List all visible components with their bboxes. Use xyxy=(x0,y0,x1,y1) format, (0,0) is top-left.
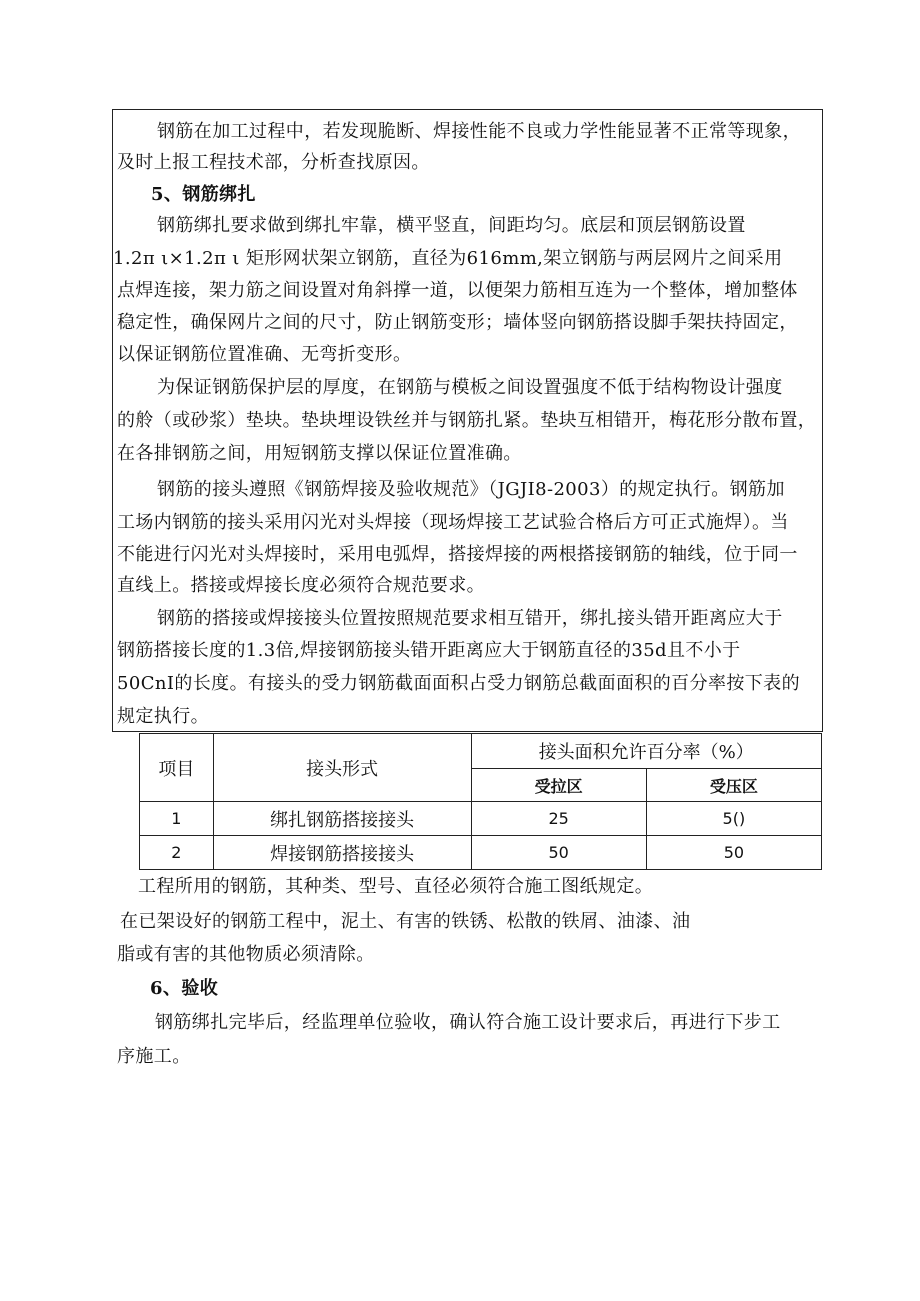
text-line: 在各排钢筋之间，用短钢筋支撑以保证位置准确。 xyxy=(117,443,522,464)
text-line: 不能进行闪光对头焊接时，采用电弧焊，搭接焊接的两根搭接钢筋的轴线，位于同一 xyxy=(117,544,798,565)
text-line: 钢筋的搭接或焊接接头位置按照规范要求相互错开，绑扎接头错开距离应大于 xyxy=(157,608,783,629)
table-row xyxy=(140,836,822,870)
header-allowed-rate: 接头面积允许百分率（%） xyxy=(471,734,822,769)
text-line: 直线上。搭接或焊接长度必须符合规范要求。 xyxy=(117,575,485,596)
text-line: 点焊连接，架力筋之间设置对角斜撑一道，以便架力筋相互连为一个整体，增加整体 xyxy=(117,280,798,301)
text-line: 钢筋在加工过程中，若发现脆断、焊接性能不良或力学性能显著不正常等现象， xyxy=(157,121,801,142)
text-line: 钢筋搭接长度的1.3倍,焊接钢筋接头错开距离应大于钢筋直径的35d且不小于 xyxy=(117,640,741,661)
text-line: 的舲（或砂浆）垫块。垫块埋设铁丝并与钢筋扎紧。垫块互相错开，梅花形分散布置， xyxy=(117,410,817,431)
cell-item: 2 xyxy=(140,836,214,870)
section-heading-6: 6、验收 xyxy=(150,978,219,999)
text-line: 稳定性，确保网片之间的尺寸，防止钢筋变形；墙体竖向钢筋搭设脚手架扶持固定， xyxy=(117,312,798,333)
text-line: 脂或有害的其他物质必须清除。 xyxy=(117,944,375,965)
text-line: 及时上报工程技术部，分析查找原因。 xyxy=(117,152,430,173)
text-line: 50CnI的长度。有接头的受力钢筋截面面积占受力钢筋总截面面积的百分率按下表的 xyxy=(117,673,800,694)
text-line: 序施工。 xyxy=(117,1046,191,1067)
cell-joint-form: 绑扎钢筋搭接接头 xyxy=(213,802,471,836)
text-line: 以保证钢筋位置准确、无弯折变形。 xyxy=(117,344,412,365)
cell-item: 1 xyxy=(140,802,214,836)
header-tension-zone: 受拉区 xyxy=(471,769,646,802)
header-compression-zone: 受压区 xyxy=(646,769,821,802)
text-line: 在已架设好的钢筋工程中，泥土、有害的铁锈、松散的铁屑、油漆、油 xyxy=(120,911,691,932)
text-line: 钢筋绑扎要求做到绑扎牢靠，横平竖直，间距均匀。底层和顶层钢筋设置 xyxy=(157,215,746,236)
header-item: 项目 xyxy=(140,734,214,802)
cell-compression: 50 xyxy=(646,836,821,870)
text-line: 钢筋绑扎完毕后，经监理单位验收，确认符合施工设计要求后，再进行下步工 xyxy=(155,1012,781,1033)
header-joint-form: 接头形式 xyxy=(213,734,471,802)
text-line: 钢筋的接头遵照《钢筋焊接及验收规范》（JGJI8-2003）的规定执行。钢筋加 xyxy=(157,479,785,500)
joint-rate-table xyxy=(139,733,822,870)
text-line: 规定执行。 xyxy=(117,706,209,727)
table-row xyxy=(140,802,822,836)
cell-tension: 50 xyxy=(471,836,646,870)
cell-joint-form: 焊接钢筋搭接接头 xyxy=(213,836,471,870)
cell-compression: 5() xyxy=(646,802,821,836)
section-heading-5: 5、钢筋绑扎 xyxy=(151,184,256,205)
cell-tension: 25 xyxy=(471,802,646,836)
text-line: 工程所用的钢筋，其种类、型号、直径必须符合施工图纸规定。 xyxy=(138,876,654,897)
text-line: 1.2π ι×1.2π ι 矩形网状架立钢筋，直径为616mm,架立钢筋与两层网片之间采用 xyxy=(113,248,783,269)
text-line: 工场内钢筋的接头采用闪光对头焊接（现场焊接工艺试验合格后方可正式施焊）。当 xyxy=(117,512,789,533)
text-line: 为保证钢筋保护层的厚度，在钢筋与模板之间设置强度不低于结构物设计强度 xyxy=(157,377,783,398)
